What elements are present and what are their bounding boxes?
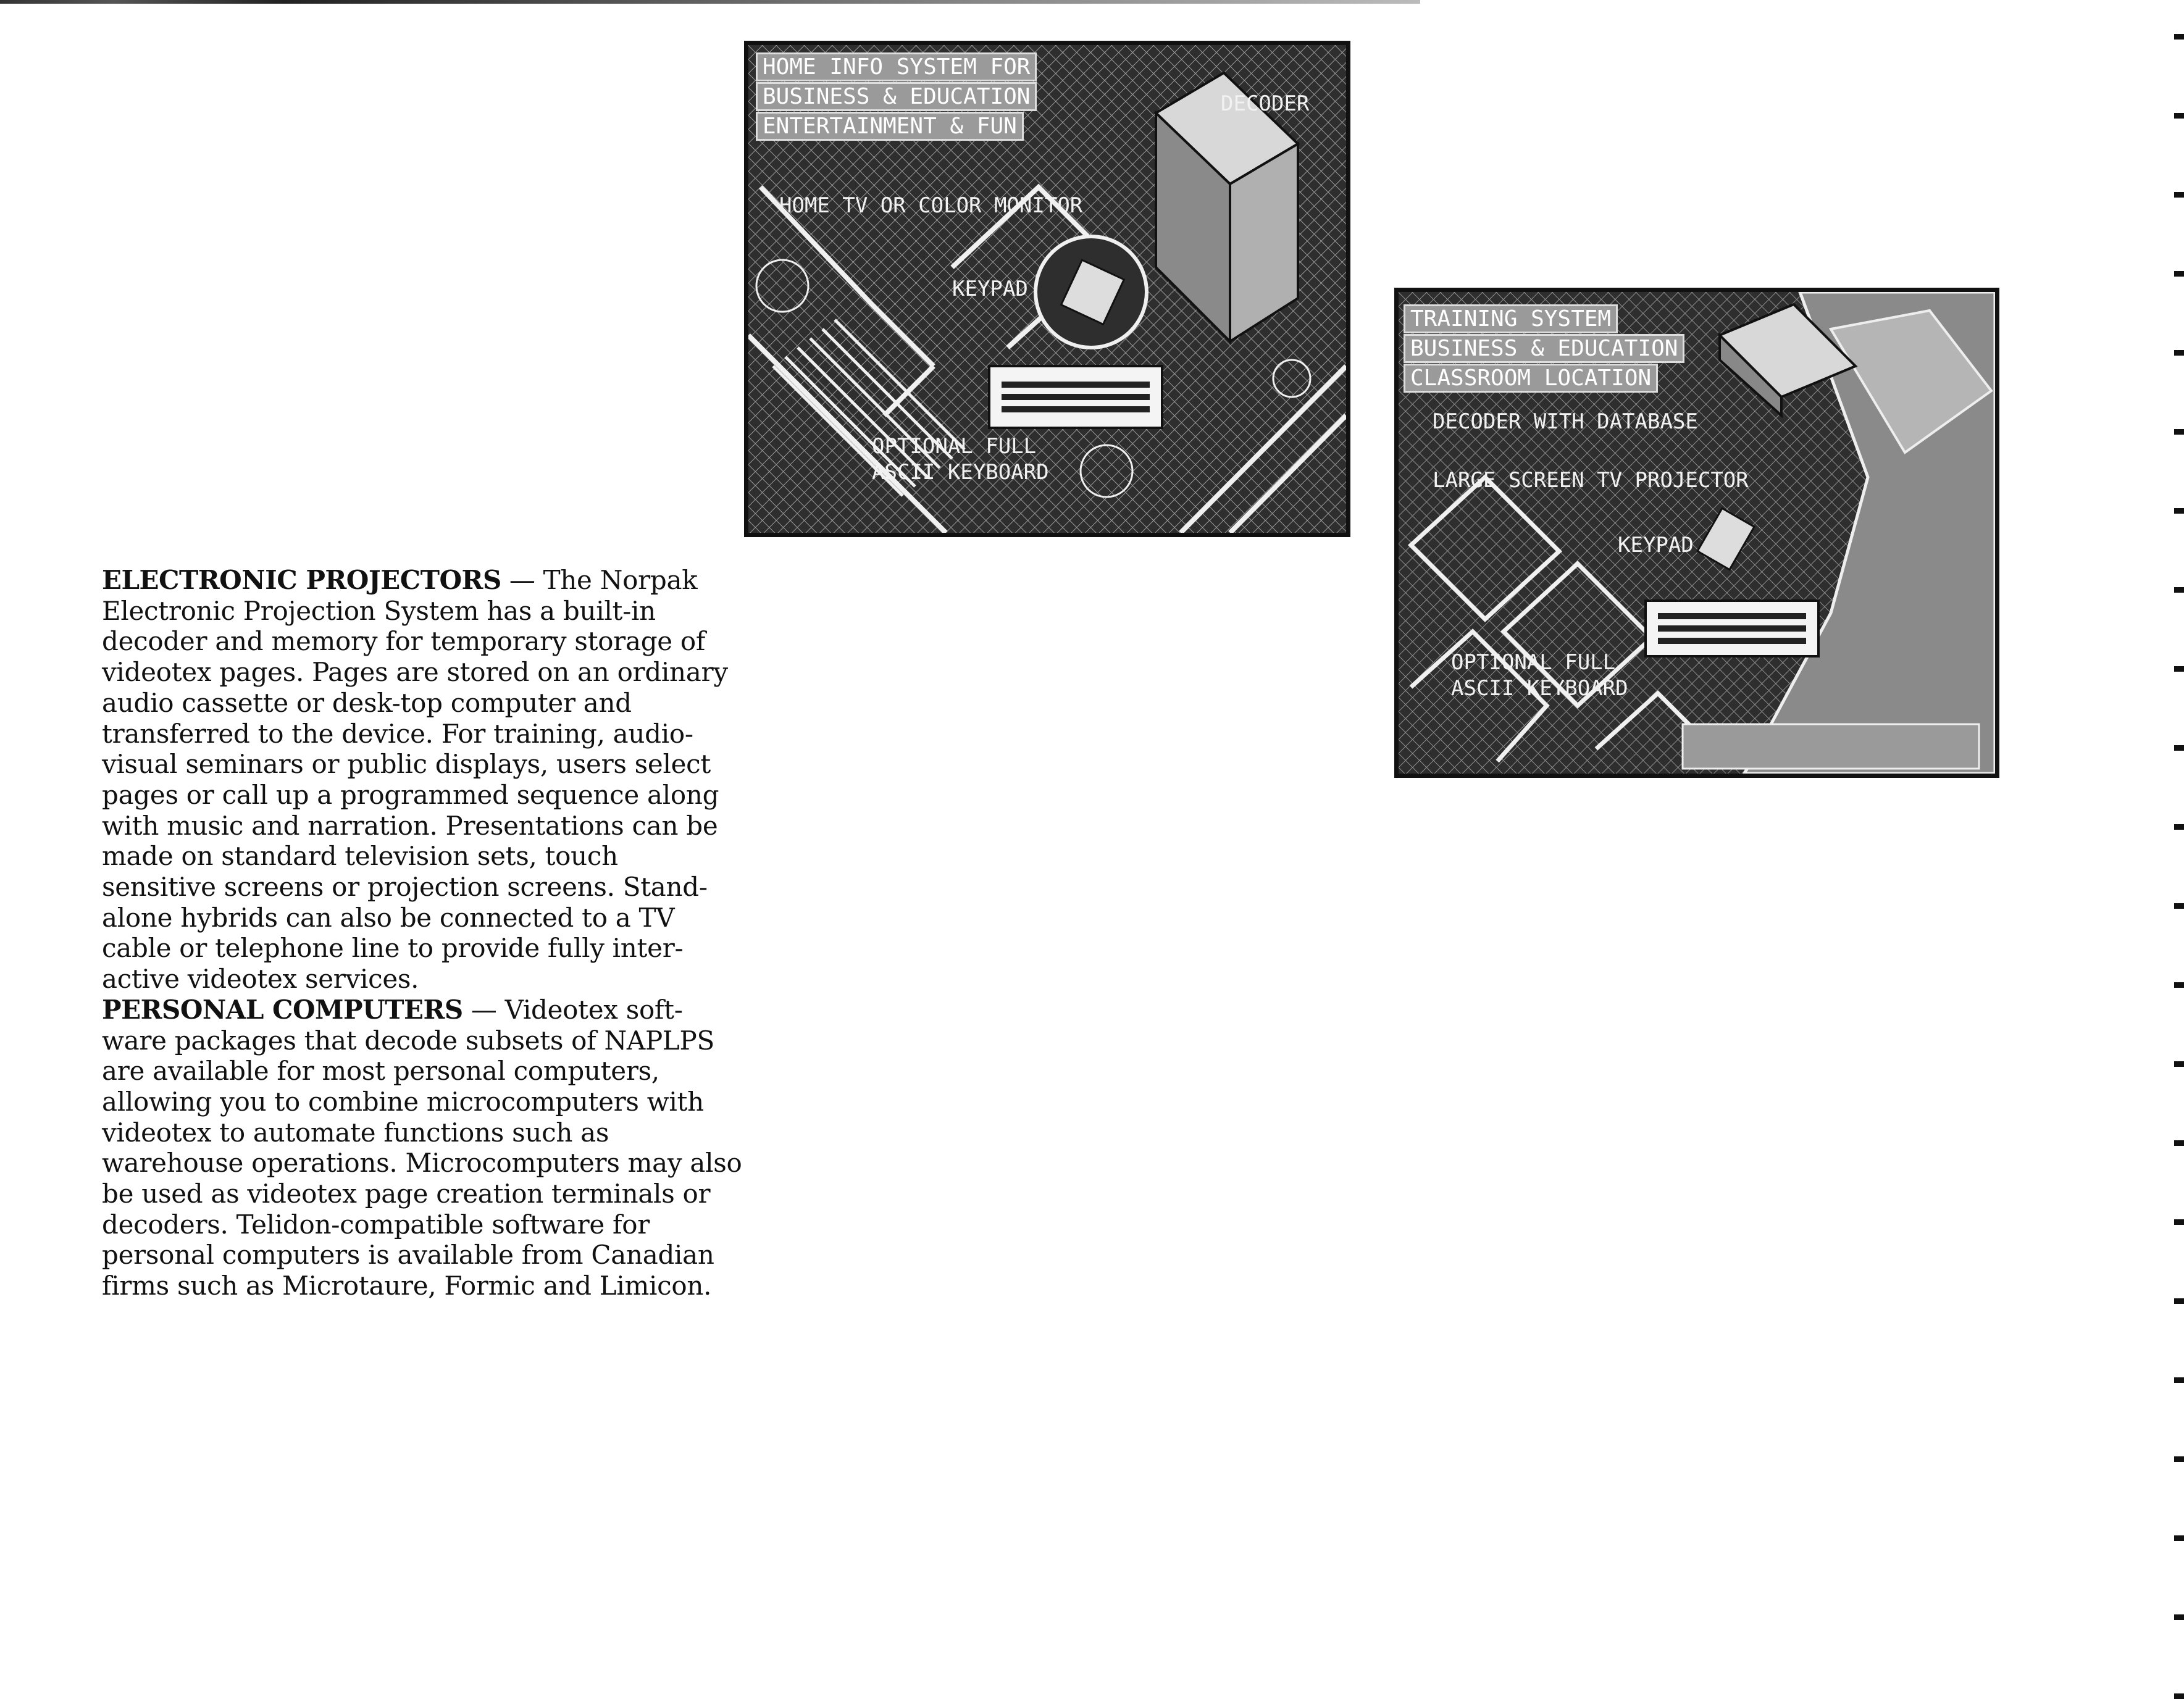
article-line [102, 810, 718, 841]
article-line [102, 1025, 714, 1056]
body-text: videotex pages. Pages are stored on an ordinary [102, 657, 728, 688]
body-text: alone hybrids can also be connected to a TV [102, 902, 675, 933]
body-text: — The Norpak [501, 565, 698, 595]
body-text: sensitive screens or projection screens. Stand- [102, 872, 708, 903]
edge-mark [2174, 508, 2184, 514]
panel1-decoder-label: DECODER [1221, 91, 1310, 116]
edge-mark [2174, 903, 2184, 909]
panel2-keyboard-label-1: OPTIONAL FULL [1451, 650, 1616, 675]
article-line [102, 841, 707, 872]
edge-mark [2174, 1298, 2184, 1304]
article-line [102, 1087, 707, 1117]
edge-mark [2174, 1140, 2184, 1146]
article-line [102, 657, 728, 688]
article-line [102, 933, 707, 964]
section-heading: PERSONAL COMPUTERS [102, 994, 463, 1025]
edge-mark [2174, 982, 2184, 988]
body-text: transferred to the device. For training, audio- [102, 718, 693, 749]
article-line [102, 1179, 711, 1209]
article-line [102, 964, 707, 995]
body-text: firms such as Microtaure, Formic and Limicon. [102, 1271, 712, 1301]
panel1-tag-2: BUSINESS & EDUCATION [756, 82, 1037, 111]
edge-mark [2174, 587, 2184, 593]
body-text: decoder and memory for temporary storage of [102, 626, 706, 657]
section-heading: ELECTRONIC PROJECTORS [102, 565, 501, 595]
body-text: are available for most personal computers, [102, 1056, 659, 1087]
training-system-illustration [1394, 288, 1999, 778]
body-text: — Videotex soft- [462, 994, 683, 1025]
panel2-tag-3: CLASSROOM LOCATION [1404, 364, 1658, 393]
body-text: ware packages that decode subsets of NAPLPS [102, 1025, 714, 1056]
body-text: active videotex services. [102, 964, 419, 995]
article-line [102, 749, 711, 780]
edge-mark [2174, 1456, 2184, 1462]
body-text: with music and narration. Presentations can be [102, 810, 718, 841]
body-text: allowing you to combine microcomputers with [102, 1086, 704, 1117]
body-text: cable or telephone line to provide fully inter- [102, 933, 684, 964]
article-text [102, 565, 742, 1301]
article-line [102, 1056, 707, 1087]
panel1-tag-1: HOME INFO SYSTEM FOR [756, 52, 1037, 81]
panel2-decoder-label: DECODER WITH DATABASE [1433, 409, 1698, 434]
body-text: videotex to automate functions such as [102, 1117, 609, 1148]
edge-mark [2174, 1061, 2184, 1067]
edge-mark [2174, 429, 2184, 435]
edge-mark [2174, 34, 2184, 40]
body-text: audio cassette or desk-top computer and [102, 687, 632, 718]
panel1-tag-3: ENTERTAINMENT & FUN [756, 112, 1024, 141]
panel1-keyboard-label-2: ASCII KEYBOARD [872, 460, 1049, 485]
panel2-keyboard-label-2: ASCII KEYBOARD [1451, 676, 1628, 701]
edge-mark [2174, 1219, 2184, 1225]
article-line [102, 872, 707, 903]
edge-mark [2174, 113, 2184, 119]
edge-mark [2174, 271, 2184, 277]
article-line [102, 688, 707, 719]
body-text: pages or call up a programmed sequence along [102, 779, 719, 810]
edge-mark [2174, 666, 2184, 672]
edge-mark [2174, 745, 2184, 751]
article-line [102, 596, 707, 627]
article-line [102, 995, 707, 1025]
article-line [102, 719, 707, 749]
article-line [102, 1148, 742, 1179]
panel2-projector-label: LARGE SCREEN TV PROJECTOR [1433, 468, 1749, 493]
edge-mark [2174, 192, 2184, 198]
edge-mark [2174, 1614, 2184, 1620]
body-text: decoders. Telidon-compatible software for [102, 1209, 650, 1240]
article-line [102, 565, 707, 596]
body-text: Electronic Projection System has a built-in [102, 595, 656, 626]
article-line [102, 1117, 707, 1148]
body-text: be used as videotex page creation terminals or [102, 1179, 711, 1209]
body-text: warehouse operations. Microcomputers may also [102, 1148, 742, 1179]
body-text: visual seminars or public displays, users select [102, 749, 711, 780]
article-line [102, 1271, 712, 1301]
top-scan-rule [0, 0, 1420, 4]
article-line [102, 626, 707, 657]
edge-mark [2174, 824, 2184, 830]
panel1-monitor-label: HOME TV OR COLOR MONITOR [779, 193, 1083, 218]
panel2-tag-2: BUSINESS & EDUCATION [1404, 334, 1684, 363]
article-line [102, 779, 719, 811]
edge-mark [2174, 1377, 2184, 1383]
body-text: made on standard television sets, touch [102, 841, 618, 872]
body-text: personal computers is available from Canadian [102, 1240, 714, 1271]
article-line [102, 1240, 714, 1271]
panel2-keypad-label: KEYPAD [1618, 533, 1694, 557]
panel1-keypad-label: KEYPAD [952, 277, 1028, 301]
article-line [102, 1209, 707, 1240]
edge-mark [2174, 350, 2184, 356]
home-info-system-illustration [744, 41, 1350, 537]
article-line [102, 903, 707, 933]
edge-mark [2174, 1535, 2184, 1541]
panel2-tag-1: TRAINING SYSTEM [1404, 304, 1618, 333]
edge-mark [2174, 1693, 2184, 1699]
edge-marks [2165, 0, 2184, 1648]
panel1-keyboard-label-1: OPTIONAL FULL [872, 434, 1037, 459]
